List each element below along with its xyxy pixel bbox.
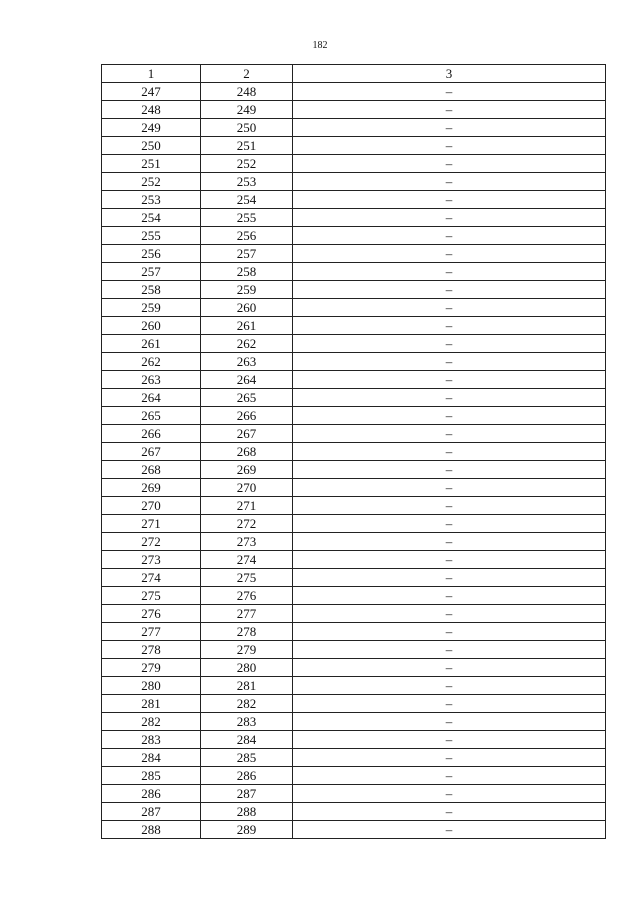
table-cell-col-3: – (293, 389, 606, 407)
table-cell-col-3: – (293, 461, 606, 479)
table-cell-col-2: 272 (201, 515, 293, 533)
table-cell-col-1: 259 (102, 299, 201, 317)
table-row (102, 641, 606, 659)
table-cell-col-2: 274 (201, 551, 293, 569)
table-cell-col-1: 287 (102, 803, 201, 821)
table-cell-col-1: 284 (102, 749, 201, 767)
table-cell-col-1: 256 (102, 245, 201, 263)
table-cell-col-1: 261 (102, 335, 201, 353)
table-row (102, 173, 606, 191)
table-row (102, 263, 606, 281)
table-row (102, 803, 606, 821)
table-cell-col-2: 255 (201, 209, 293, 227)
table-cell-col-1: 270 (102, 497, 201, 515)
table-cell-col-1: 280 (102, 677, 201, 695)
table-cell-col-1: 257 (102, 263, 201, 281)
table-cell-col-3: – (293, 515, 606, 533)
table-cell-col-3: – (293, 101, 606, 119)
table-cell-col-3: – (293, 803, 606, 821)
table-cell-col-3: – (293, 785, 606, 803)
table-cell-col-1: 248 (102, 101, 201, 119)
table-cell-col-1: 249 (102, 119, 201, 137)
table-cell-col-1: 265 (102, 407, 201, 425)
table-row (102, 605, 606, 623)
table-cell-col-3: – (293, 209, 606, 227)
table-cell-col-2: 275 (201, 569, 293, 587)
table-cell-col-1: 285 (102, 767, 201, 785)
table-row (102, 551, 606, 569)
table-row (102, 785, 606, 803)
table-cell-col-3: – (293, 731, 606, 749)
table-cell-col-2: 259 (201, 281, 293, 299)
table-cell-col-1: 274 (102, 569, 201, 587)
table-cell-col-2: 251 (201, 137, 293, 155)
table-cell-col-2: 268 (201, 443, 293, 461)
table-cell-col-2: 249 (201, 101, 293, 119)
table-cell-col-1: 266 (102, 425, 201, 443)
table-row (102, 587, 606, 605)
table-cell-col-2: 258 (201, 263, 293, 281)
table-cell-col-3: – (293, 83, 606, 101)
table-cell-col-2: 269 (201, 461, 293, 479)
table-cell-col-2: 282 (201, 695, 293, 713)
table-cell-col-2: 261 (201, 317, 293, 335)
table-cell-col-1: 283 (102, 731, 201, 749)
table-cell-col-2: 283 (201, 713, 293, 731)
table-cell-col-3: – (293, 659, 606, 677)
table-cell-col-2: 277 (201, 605, 293, 623)
table-cell-col-3: – (293, 335, 606, 353)
table-cell-col-2: 289 (201, 821, 293, 839)
table-cell-col-3: – (293, 137, 606, 155)
table-cell-col-3: – (293, 443, 606, 461)
table-cell-col-1: 279 (102, 659, 201, 677)
table-row (102, 191, 606, 209)
table-cell-col-3: – (293, 623, 606, 641)
table-row (102, 695, 606, 713)
table-cell-col-3: – (293, 497, 606, 515)
table-cell-col-2: 286 (201, 767, 293, 785)
table-row (102, 821, 606, 839)
table-cell-col-2: 260 (201, 299, 293, 317)
table-cell-col-2: 284 (201, 731, 293, 749)
table-row (102, 533, 606, 551)
table-cell-col-1: 272 (102, 533, 201, 551)
table-cell-col-2: 279 (201, 641, 293, 659)
table-row (102, 299, 606, 317)
table-row (102, 677, 606, 695)
table-row (102, 83, 606, 101)
table-cell-col-1: 258 (102, 281, 201, 299)
table-cell-col-1: 278 (102, 641, 201, 659)
table-cell-col-3: – (293, 641, 606, 659)
table-row (102, 731, 606, 749)
data-table (101, 64, 606, 839)
table-row (102, 623, 606, 641)
table-cell-col-2: 263 (201, 353, 293, 371)
table-cell-col-1: 263 (102, 371, 201, 389)
table-cell-col-1: 251 (102, 155, 201, 173)
table-row (102, 227, 606, 245)
table-cell-col-1: 281 (102, 695, 201, 713)
table-row (102, 137, 606, 155)
column-header-1: 1 (102, 65, 201, 83)
table-row (102, 497, 606, 515)
table-row (102, 713, 606, 731)
table-cell-col-3: – (293, 281, 606, 299)
table-cell-col-3: – (293, 821, 606, 839)
table-cell-col-2: 288 (201, 803, 293, 821)
table-cell-col-1: 252 (102, 173, 201, 191)
table-cell-col-3: – (293, 299, 606, 317)
table-cell-col-2: 267 (201, 425, 293, 443)
page-number: 182 (312, 40, 328, 51)
table-cell-col-1: 247 (102, 83, 201, 101)
table-row (102, 461, 606, 479)
table-cell-col-3: – (293, 425, 606, 443)
table-row (102, 317, 606, 335)
table-cell-col-1: 275 (102, 587, 201, 605)
table-cell-col-1: 268 (102, 461, 201, 479)
table-cell-col-2: 278 (201, 623, 293, 641)
table-cell-col-3: – (293, 407, 606, 425)
table-cell-col-3: – (293, 353, 606, 371)
table-header (102, 65, 606, 83)
table-row (102, 245, 606, 263)
table-cell-col-3: – (293, 227, 606, 245)
table-cell-col-3: – (293, 317, 606, 335)
table-cell-col-1: 267 (102, 443, 201, 461)
column-header-3: 3 (293, 65, 606, 83)
table-row (102, 119, 606, 137)
table-cell-col-2: 265 (201, 389, 293, 407)
table-cell-col-1: 273 (102, 551, 201, 569)
table-cell-col-3: – (293, 587, 606, 605)
table-cell-col-1: 255 (102, 227, 201, 245)
table-header-row (102, 65, 606, 83)
table-row (102, 281, 606, 299)
table-cell-col-2: 280 (201, 659, 293, 677)
column-header-2: 2 (201, 65, 293, 83)
table-row (102, 101, 606, 119)
table-cell-col-1: 264 (102, 389, 201, 407)
table-cell-col-3: – (293, 551, 606, 569)
table-row (102, 569, 606, 587)
table-row (102, 515, 606, 533)
table-cell-col-1: 276 (102, 605, 201, 623)
table-row (102, 767, 606, 785)
table-cell-col-2: 285 (201, 749, 293, 767)
table-cell-col-2: 257 (201, 245, 293, 263)
table-row (102, 335, 606, 353)
table-cell-col-1: 286 (102, 785, 201, 803)
table-cell-col-3: – (293, 245, 606, 263)
table-cell-col-3: – (293, 749, 606, 767)
table-cell-col-2: 287 (201, 785, 293, 803)
table-cell-col-1: 250 (102, 137, 201, 155)
table-cell-col-2: 254 (201, 191, 293, 209)
table-cell-col-3: – (293, 713, 606, 731)
table-cell-col-2: 250 (201, 119, 293, 137)
table-cell-col-2: 276 (201, 587, 293, 605)
table-cell-col-3: – (293, 695, 606, 713)
table-row (102, 155, 606, 173)
table-cell-col-2: 266 (201, 407, 293, 425)
table-cell-col-2: 248 (201, 83, 293, 101)
table-cell-col-3: – (293, 479, 606, 497)
table-cell-col-1: 271 (102, 515, 201, 533)
table-cell-col-2: 253 (201, 173, 293, 191)
table-row (102, 389, 606, 407)
table-cell-col-2: 273 (201, 533, 293, 551)
table-cell-col-2: 271 (201, 497, 293, 515)
table-cell-col-3: – (293, 767, 606, 785)
table-cell-col-3: – (293, 371, 606, 389)
table-cell-col-3: – (293, 173, 606, 191)
table-cell-col-2: 281 (201, 677, 293, 695)
table-cell-col-3: – (293, 155, 606, 173)
table-row (102, 353, 606, 371)
table-cell-col-1: 254 (102, 209, 201, 227)
table-cell-col-3: – (293, 533, 606, 551)
table-row (102, 371, 606, 389)
table-cell-col-3: – (293, 569, 606, 587)
table-row (102, 749, 606, 767)
table-cell-col-1: 253 (102, 191, 201, 209)
table-cell-col-2: 252 (201, 155, 293, 173)
table-row (102, 425, 606, 443)
table-cell-col-2: 270 (201, 479, 293, 497)
table-cell-col-1: 269 (102, 479, 201, 497)
table-cell-col-3: – (293, 263, 606, 281)
table-cell-col-1: 282 (102, 713, 201, 731)
table-cell-col-1: 262 (102, 353, 201, 371)
table-cell-col-1: 277 (102, 623, 201, 641)
table-row (102, 209, 606, 227)
table-cell-col-3: – (293, 605, 606, 623)
table-cell-col-3: – (293, 677, 606, 695)
table-row (102, 407, 606, 425)
table-cell-col-2: 256 (201, 227, 293, 245)
table-row (102, 443, 606, 461)
table-cell-col-3: – (293, 119, 606, 137)
table-cell-col-2: 264 (201, 371, 293, 389)
table-cell-col-3: – (293, 191, 606, 209)
table-body (102, 83, 606, 839)
table-cell-col-1: 288 (102, 821, 201, 839)
table-cell-col-2: 262 (201, 335, 293, 353)
table-row (102, 659, 606, 677)
table-row (102, 479, 606, 497)
table-cell-col-1: 260 (102, 317, 201, 335)
